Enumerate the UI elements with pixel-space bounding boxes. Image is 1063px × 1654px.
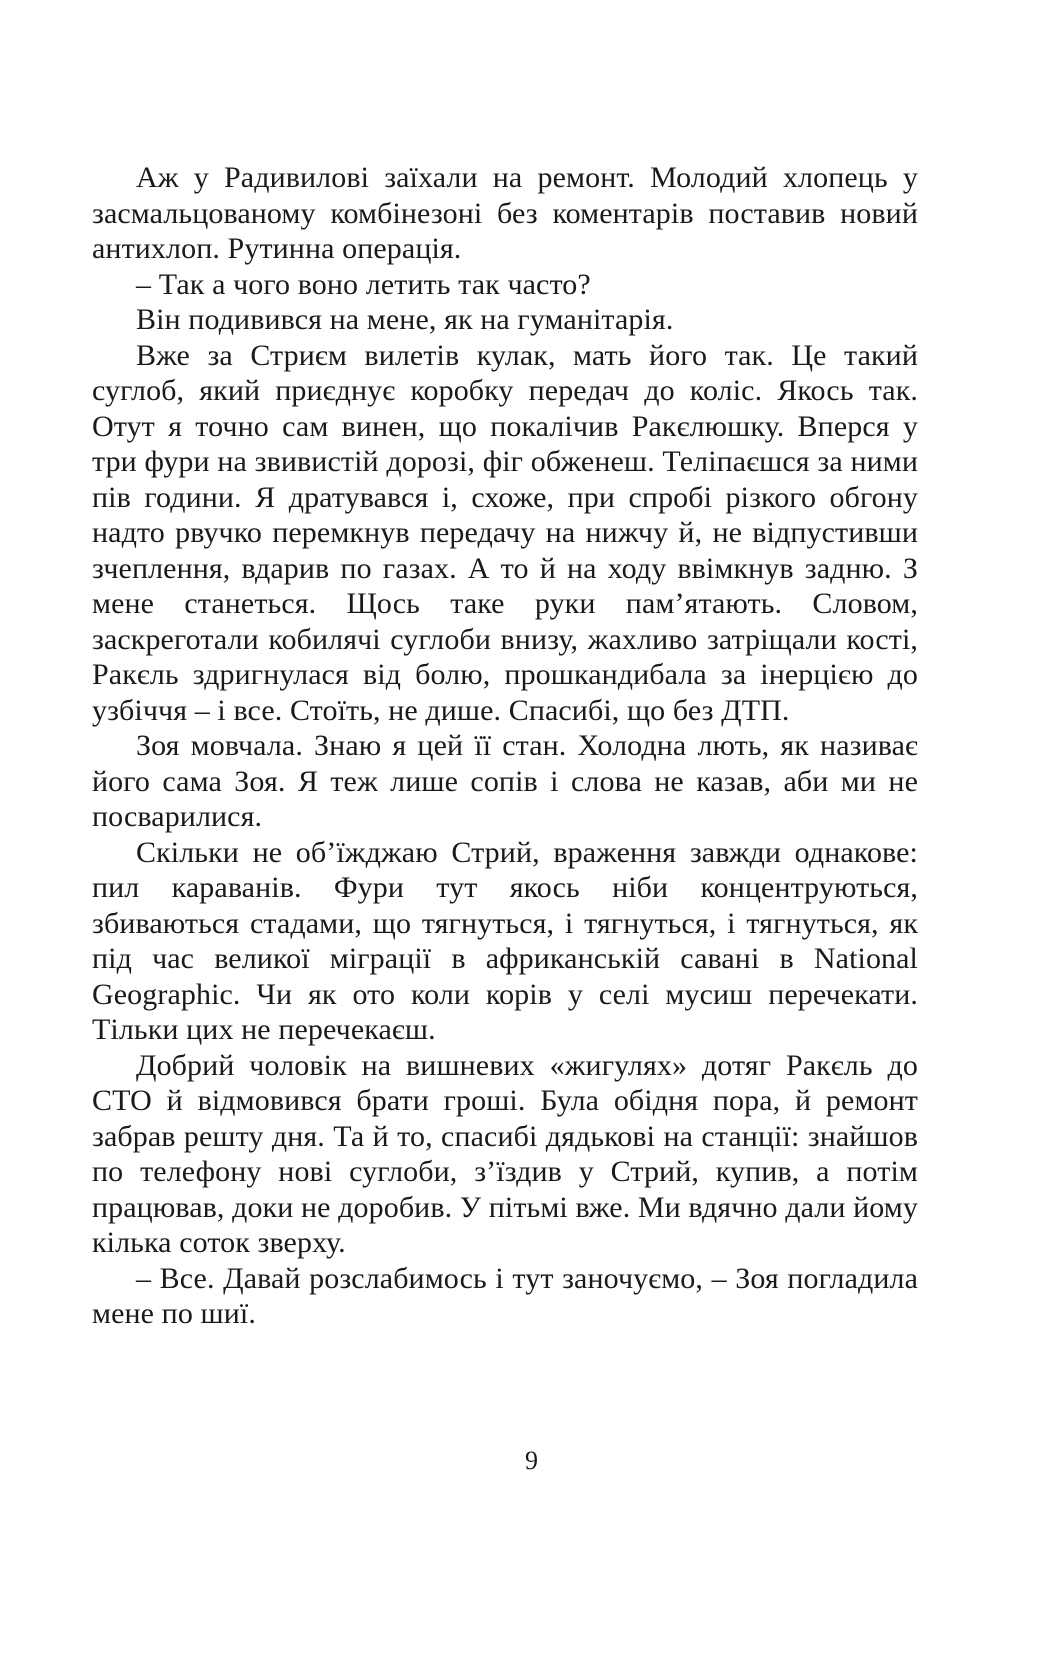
paragraph: Добрий чоловік на вишневих «жигулях» дотяг Ракєль до СТО й відмовився брати гроші. Була обідня пора, й ремонт забрав решту дня. Та й то, спасибі дядькові на станції: знайшов по телефону нові суглоби, з’їздив у Стрий, купив, а потім працював, доки не доробив. У пітьмі вже. Ми вдячно дали йому кілька соток зверху. xyxy=(92,1048,918,1259)
paragraph: Аж у Радивилові заїхали на ремонт. Молодий хлопець у засмальцованому комбінезоні без коментарів поставив новий антихлоп. Рутинна операція. xyxy=(92,161,918,265)
paragraph: Скільки не об’їжджаю Стрий, враження завжди однакове: пил караванів. Фури тут якось ніби концентруються, збиваються стадами, що тягнуться, і тягнуться, і тягнуться, як під час великої міграції в африканській савані в National Geographic. Чи як ото коли корів у селі мусиш перечекати. Тільки цих не перечекаєш. xyxy=(92,835,918,1046)
paragraph: Він подивився на мене, як на гуманітарія. xyxy=(136,303,674,336)
paragraph: Вже за Стриєм вилетів кулак, мать його так. Це такий суглоб, який приєднує коробку передач до коліс. Якось так. Отут я точно сам винен, що покалічив Ракєлюшку. Вперся у три фури на звивистій дорозі, фіг обженеш. Теліпаєшся за ними пів години. Я дратувався і, схоже, при спробі різкого обгону надто рвучко перемкнув передачу на нижчу й, не відпустивши зчеплення, вдарив по газах. А то й на ходу ввімкнув задню. З мене станеться. Щось таке руки пам’ятають. Словом, заскреготали кобилячі суглоби внизу, жахливо затріщали кості, Ракєль здригнулася від болю, прошкандибала за інерцією до узбіччя – і все. Стоїть, не дише. Спасибі, що без ДТП. xyxy=(92,338,918,727)
paragraph: – Все. Давай розслабимось і тут заночуємо, – Зоя погладила мене по шиї. xyxy=(92,1261,918,1330)
paragraph: Зоя мовчала. Знаю я цей її стан. Холодна лють, як називає його сама Зоя. Я теж лише сопів і слова не казав, аби ми не посварилися. xyxy=(92,729,918,833)
page-number: 9 xyxy=(525,1446,538,1475)
body-text xyxy=(92,160,918,1332)
paragraph: – Так а чого воно летить так часто? xyxy=(136,267,591,301)
